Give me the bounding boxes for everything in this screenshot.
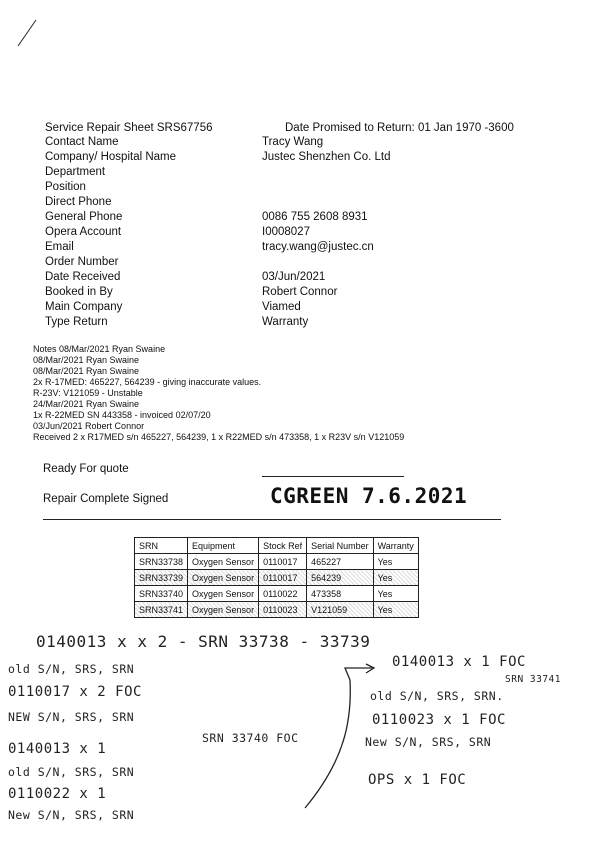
note-line: 08/Mar/2021 Ryan Swaine	[33, 366, 140, 376]
handwritten-line: SRN 33741	[505, 674, 561, 685]
table-header: Equipment	[188, 538, 259, 554]
table-header: Serial Number	[307, 538, 374, 554]
note-line: 08/Mar/2021 Ryan Swaine	[33, 355, 140, 365]
handwritten-line: New S/N, SRS, SRN	[8, 808, 135, 822]
field-label: General Phone	[45, 211, 123, 223]
table-header: Stock Ref	[259, 538, 307, 554]
handwritten-line: New S/N, SRS, SRN	[365, 735, 492, 749]
table-cell: 0110017	[259, 554, 307, 570]
repair-complete-label: Repair Complete Signed	[43, 493, 169, 505]
table-cell: 0110022	[259, 586, 307, 602]
field-label: Order Number	[45, 256, 119, 268]
divider	[43, 519, 501, 520]
company-value: Justec Shenzhen Co. Ltd	[262, 151, 391, 163]
note-line: 24/Mar/2021 Ryan Swaine	[33, 399, 140, 409]
field-label: Main Company	[45, 301, 123, 313]
table-cell: Yes	[373, 602, 418, 618]
table-cell: SRN33738	[135, 554, 188, 570]
table-row	[135, 602, 419, 618]
sheet-title: Service Repair Sheet SRS67756	[45, 122, 213, 134]
note-line: R-23V: V121059 - Unstable	[33, 388, 143, 398]
field-label: Contact Name	[45, 136, 119, 148]
srn-table	[134, 537, 419, 618]
field-label: Position	[45, 181, 86, 193]
table-row	[135, 570, 419, 586]
date-received-value: 03/Jun/2021	[262, 271, 326, 283]
table-cell: 0110017	[259, 570, 307, 586]
signature: CGREEN 7.6.2021	[270, 484, 468, 508]
main-company-value: Viamed	[262, 301, 301, 313]
table-cell: Oxygen Sensor	[188, 602, 259, 618]
handwritten-line: 0110022 x 1	[8, 786, 107, 802]
field-label: Opera Account	[45, 226, 122, 238]
table-row	[135, 586, 419, 602]
table-header: SRN	[135, 538, 188, 554]
date-promised: Date Promised to Return: 01 Jan 1970 -3600	[285, 122, 514, 134]
note-line: Notes 08/Mar/2021 Ryan Swaine	[33, 344, 166, 354]
field-label: Booked in By	[45, 286, 113, 298]
table-cell: SRN33740	[135, 586, 188, 602]
handwritten-line: OPS x 1 FOC	[368, 772, 467, 788]
handwritten-line: 0140013 x 1 FOC	[392, 654, 526, 670]
email-value: tracy.wang@justec.cn	[262, 241, 374, 253]
ready-for-quote-line	[262, 476, 404, 477]
table-cell: 0110023	[259, 602, 307, 618]
booked-in-by-value: Robert Connor	[262, 286, 338, 298]
handwritten-line: 0140013 x x 2 - SRN 33738 - 33739	[36, 632, 371, 651]
field-label: Department	[45, 166, 106, 178]
table-cell: Oxygen Sensor	[188, 554, 259, 570]
table-cell: 564239	[307, 570, 374, 586]
table-cell: Oxygen Sensor	[188, 586, 259, 602]
table-cell: SRN33741	[135, 602, 188, 618]
note-line: Received 2 x R17MED s/n 465227, 564239, 1 x R22MED s/n 473358, 1 x R23V s/n V121059	[33, 432, 405, 442]
table-cell: Oxygen Sensor	[188, 570, 259, 586]
field-label: Type Return	[45, 316, 108, 328]
table-cell: V121059	[307, 602, 374, 618]
handwritten-line: old S/N, SRS, SRN	[8, 765, 135, 779]
table-cell: 465227	[307, 554, 374, 570]
handwritten-line: NEW S/N, SRS, SRN	[8, 710, 135, 724]
handwritten-line: old S/N, SRS, SRN	[8, 662, 135, 676]
field-label: Company/ Hospital Name	[45, 151, 177, 163]
handwritten-line: 0110017 x 2 FOC	[8, 684, 142, 700]
table-header-row	[135, 538, 419, 554]
table-cell: Yes	[373, 570, 418, 586]
table-cell: SRN33739	[135, 570, 188, 586]
field-label: Direct Phone	[45, 196, 112, 208]
opera-account-value: I0008027	[262, 226, 310, 238]
field-label: Email	[45, 241, 74, 253]
ready-for-quote-label: Ready For quote	[43, 463, 129, 475]
handwritten-line: 0110023 x 1 FOC	[372, 712, 506, 728]
handwritten-line: SRN 33740 FOC	[202, 731, 299, 745]
handwritten-line: old S/N, SRS, SRN.	[370, 689, 504, 703]
type-return-value: Warranty	[262, 316, 309, 328]
table-row	[135, 554, 419, 570]
general-phone-value: 0086 755 2608 8931	[262, 211, 368, 223]
handwritten-line: 0140013 x 1	[8, 741, 107, 757]
contact-name-value: Tracy Wang	[262, 136, 324, 148]
table-cell: Yes	[373, 586, 418, 602]
note-line: 1x R-22MED SN 443358 - invoiced 02/07/20	[33, 410, 211, 420]
table-cell: 473358	[307, 586, 374, 602]
field-label: Date Received	[45, 271, 121, 283]
note-line: 2x R-17MED: 465227, 564239 - giving inaccurate values.	[33, 377, 262, 387]
table-header: Warranty	[373, 538, 418, 554]
note-line: 03/Jun/2021 Robert Connor	[33, 421, 145, 431]
table-cell: Yes	[373, 554, 418, 570]
